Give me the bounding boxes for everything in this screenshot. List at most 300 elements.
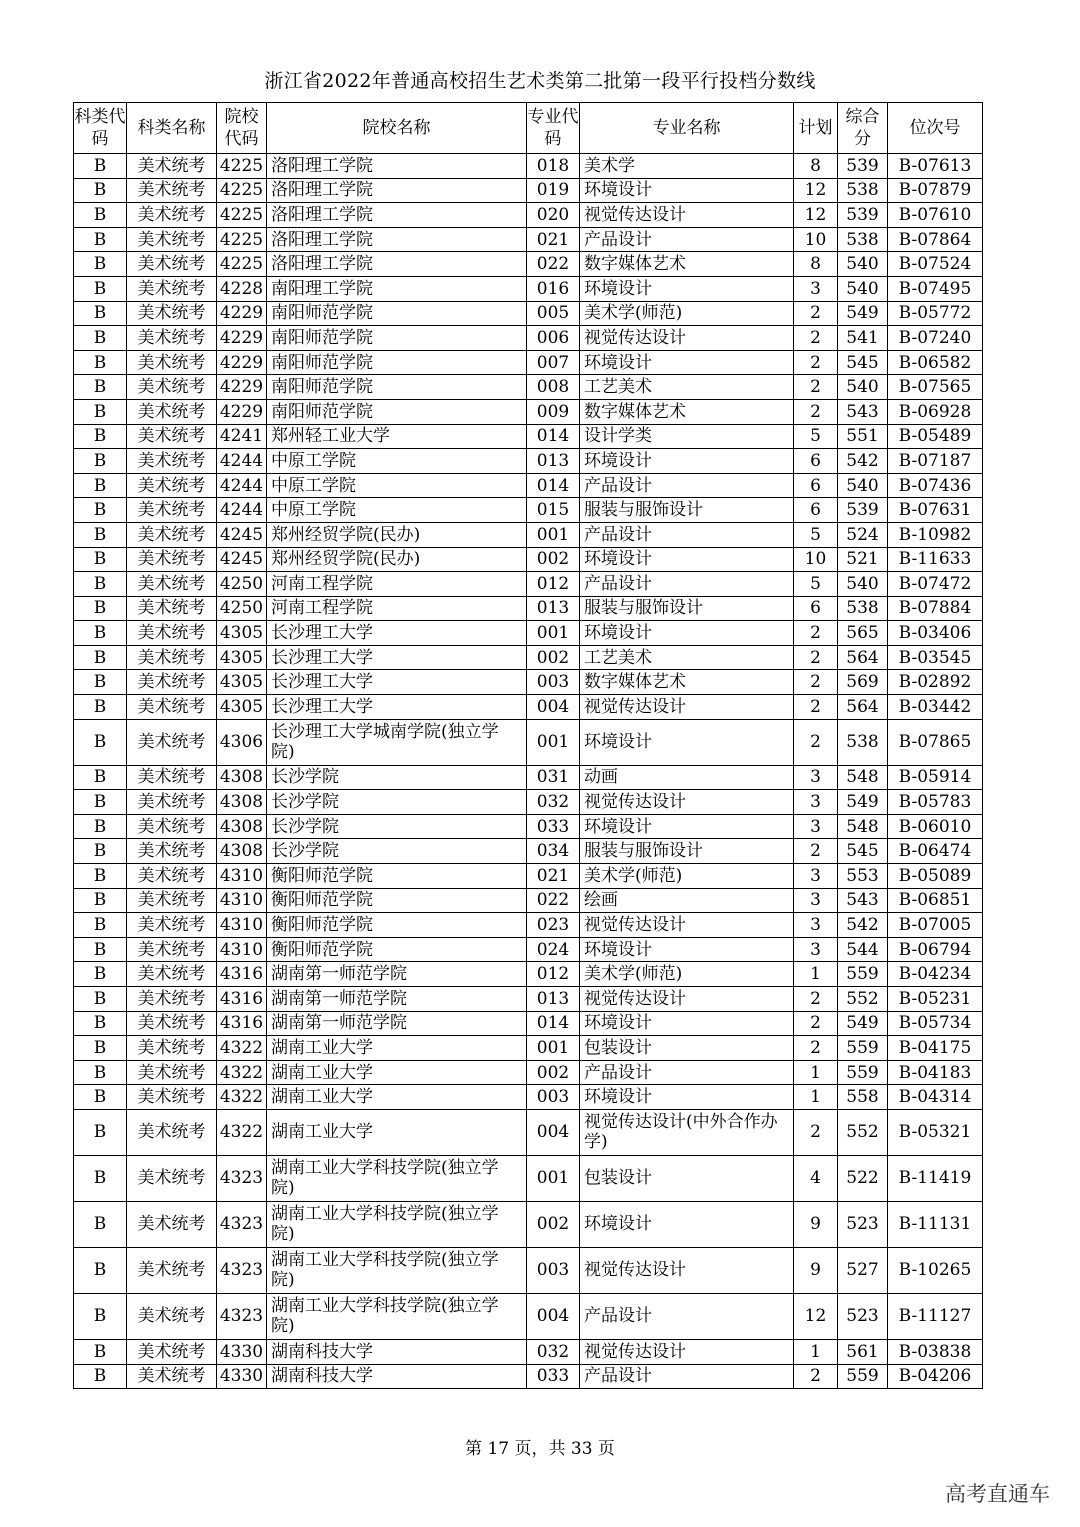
table-row	[74, 154, 983, 179]
cell-school-code: 4305	[217, 695, 267, 720]
cell-school-code: 4229	[217, 326, 267, 351]
cell-major-name: 视觉传达设计	[580, 987, 794, 1012]
cell-plan: 3	[794, 937, 838, 962]
cell-major-code: 032	[527, 1339, 580, 1364]
cell-score: 558	[838, 1085, 888, 1110]
cell-category-name: 美术统考	[127, 962, 217, 987]
cell-category-name: 美术统考	[127, 1109, 217, 1155]
cell-school-code: 4229	[217, 399, 267, 424]
cell-school-name: 衡阳师范学院	[267, 913, 527, 938]
cell-school-code: 4229	[217, 301, 267, 326]
cell-category-name: 美术统考	[127, 1339, 217, 1364]
cell-score: 548	[838, 765, 888, 790]
cell-major-code: 016	[527, 276, 580, 301]
cell-major-name: 视觉传达设计	[580, 326, 794, 351]
cell-plan: 2	[794, 621, 838, 646]
cell-score: 543	[838, 888, 888, 913]
cell-category-name: 美术统考	[127, 399, 217, 424]
cell-school-code: 4245	[217, 547, 267, 572]
cell-school-code: 4244	[217, 498, 267, 523]
cell-school-name: 湖南工业大学	[267, 1085, 527, 1110]
cell-school-code: 4241	[217, 424, 267, 449]
cell-category-code: B	[74, 547, 127, 572]
cell-rank: B-03838	[888, 1339, 983, 1364]
cell-plan: 1	[794, 1060, 838, 1085]
table-row	[74, 547, 983, 572]
cell-category-name: 美术统考	[127, 670, 217, 695]
cell-school-name: 河南工程学院	[267, 572, 527, 597]
cell-rank: B-07005	[888, 913, 983, 938]
cell-school-name: 洛阳理工学院	[267, 154, 527, 179]
cell-major-code: 009	[527, 399, 580, 424]
cell-school-name: 湖南科技大学	[267, 1364, 527, 1389]
cell-category-name: 美术统考	[127, 937, 217, 962]
cell-rank: B-05772	[888, 301, 983, 326]
cell-school-code: 4316	[217, 987, 267, 1012]
col-school-name: 院校名称	[267, 103, 527, 154]
cell-school-name: 洛阳理工学院	[267, 203, 527, 228]
cell-plan: 3	[794, 814, 838, 839]
cell-school-name: 洛阳理工学院	[267, 252, 527, 277]
cell-major-code: 014	[527, 1011, 580, 1036]
cell-major-name: 视觉传达设计	[580, 695, 794, 720]
cell-category-code: B	[74, 227, 127, 252]
table-row	[74, 522, 983, 547]
cell-category-name: 美术统考	[127, 913, 217, 938]
cell-score: 523	[838, 1201, 888, 1247]
cell-category-name: 美术统考	[127, 1247, 217, 1293]
cell-category-name: 美术统考	[127, 1155, 217, 1201]
cell-plan: 6	[794, 596, 838, 621]
table-row	[74, 765, 983, 790]
cell-major-name: 环境设计	[580, 547, 794, 572]
cell-category-name: 美术统考	[127, 645, 217, 670]
cell-rank: B-11419	[888, 1155, 983, 1201]
cell-score: 542	[838, 913, 888, 938]
cell-rank: B-04183	[888, 1060, 983, 1085]
table-row	[74, 987, 983, 1012]
cell-rank: B-07610	[888, 203, 983, 228]
cell-major-name: 环境设计	[580, 350, 794, 375]
cell-category-name: 美术统考	[127, 473, 217, 498]
cell-plan: 2	[794, 375, 838, 400]
cell-major-code: 012	[527, 572, 580, 597]
cell-rank: B-03406	[888, 621, 983, 646]
table-row	[74, 203, 983, 228]
cell-major-name: 环境设计	[580, 178, 794, 203]
cell-school-code: 4308	[217, 839, 267, 864]
table-row	[74, 1247, 983, 1293]
table-row	[74, 1339, 983, 1364]
cell-category-name: 美术统考	[127, 326, 217, 351]
table-row	[74, 1085, 983, 1110]
cell-category-code: B	[74, 913, 127, 938]
score-table	[73, 102, 983, 1389]
cell-school-name: 湖南工业大学科技学院(独立学院)	[267, 1201, 527, 1247]
cell-major-name: 产品设计	[580, 1364, 794, 1389]
cell-plan: 1	[794, 1085, 838, 1110]
cell-school-name: 湖南第一师范学院	[267, 962, 527, 987]
cell-category-code: B	[74, 449, 127, 474]
cell-major-name: 环境设计	[580, 719, 794, 765]
cell-plan: 8	[794, 252, 838, 277]
cell-category-code: B	[74, 154, 127, 179]
cell-rank: B-05089	[888, 864, 983, 889]
cell-major-code: 034	[527, 839, 580, 864]
cell-major-name: 视觉传达设计	[580, 913, 794, 938]
cell-school-name: 洛阳理工学院	[267, 227, 527, 252]
cell-major-code: 018	[527, 154, 580, 179]
cell-major-name: 产品设计	[580, 1293, 794, 1339]
cell-category-name: 美术统考	[127, 350, 217, 375]
cell-category-code: B	[74, 596, 127, 621]
cell-category-code: B	[74, 399, 127, 424]
cell-score: 545	[838, 839, 888, 864]
table-row	[74, 252, 983, 277]
cell-school-name: 长沙理工大学	[267, 645, 527, 670]
cell-major-code: 013	[527, 987, 580, 1012]
cell-major-name: 环境设计	[580, 1201, 794, 1247]
cell-category-name: 美术统考	[127, 178, 217, 203]
cell-score: 549	[838, 1011, 888, 1036]
cell-category-name: 美术统考	[127, 301, 217, 326]
cell-major-code: 015	[527, 498, 580, 523]
cell-rank: B-05231	[888, 987, 983, 1012]
col-category-name: 科类名称	[127, 103, 217, 154]
cell-score: 549	[838, 790, 888, 815]
cell-category-code: B	[74, 276, 127, 301]
cell-category-code: B	[74, 1036, 127, 1061]
cell-category-name: 美术统考	[127, 1085, 217, 1110]
cell-major-name: 产品设计	[580, 1060, 794, 1085]
cell-plan: 3	[794, 913, 838, 938]
cell-school-code: 4310	[217, 913, 267, 938]
cell-rank: B-07436	[888, 473, 983, 498]
table-row	[74, 424, 983, 449]
cell-major-name: 服装与服饰设计	[580, 596, 794, 621]
page-title: 浙江省2022年普通高校招生艺术类第二批第一段平行投档分数线	[264, 70, 816, 92]
cell-school-name: 郑州轻工业大学	[267, 424, 527, 449]
cell-school-name: 湖南工业大学	[267, 1060, 527, 1085]
cell-rank: B-04234	[888, 962, 983, 987]
cell-major-code: 014	[527, 473, 580, 498]
cell-school-name: 郑州经贸学院(民办)	[267, 547, 527, 572]
table-row	[74, 814, 983, 839]
cell-school-code: 4250	[217, 572, 267, 597]
cell-school-code: 4244	[217, 473, 267, 498]
cell-major-code: 004	[527, 1293, 580, 1339]
cell-rank: B-05489	[888, 424, 983, 449]
cell-category-code: B	[74, 178, 127, 203]
cell-rank: B-10982	[888, 522, 983, 547]
cell-category-code: B	[74, 1339, 127, 1364]
cell-major-name: 环境设计	[580, 449, 794, 474]
cell-plan: 2	[794, 399, 838, 424]
table-row	[74, 399, 983, 424]
cell-score: 565	[838, 621, 888, 646]
cell-category-name: 美术统考	[127, 1364, 217, 1389]
cell-major-code: 031	[527, 765, 580, 790]
cell-major-name: 环境设计	[580, 814, 794, 839]
cell-major-code: 001	[527, 1155, 580, 1201]
cell-category-name: 美术统考	[127, 276, 217, 301]
cell-rank: B-06851	[888, 888, 983, 913]
cell-major-code: 013	[527, 449, 580, 474]
cell-score: 552	[838, 1109, 888, 1155]
cell-plan: 1	[794, 962, 838, 987]
cell-rank: B-05734	[888, 1011, 983, 1036]
cell-score: 538	[838, 227, 888, 252]
cell-school-code: 4305	[217, 670, 267, 695]
cell-score: 559	[838, 1060, 888, 1085]
table-row	[74, 1293, 983, 1339]
cell-rank: B-04314	[888, 1085, 983, 1110]
cell-plan: 2	[794, 645, 838, 670]
cell-plan: 3	[794, 276, 838, 301]
cell-score: 549	[838, 301, 888, 326]
table-row	[74, 1201, 983, 1247]
table-row	[74, 695, 983, 720]
cell-score: 527	[838, 1247, 888, 1293]
cell-rank: B-07187	[888, 449, 983, 474]
cell-category-name: 美术统考	[127, 765, 217, 790]
cell-rank: B-11127	[888, 1293, 983, 1339]
cell-rank: B-07613	[888, 154, 983, 179]
table-row	[74, 621, 983, 646]
cell-category-code: B	[74, 375, 127, 400]
cell-school-code: 4322	[217, 1060, 267, 1085]
cell-school-name: 郑州经贸学院(民办)	[267, 522, 527, 547]
cell-school-name: 南阳师范学院	[267, 375, 527, 400]
cell-plan: 5	[794, 424, 838, 449]
cell-major-name: 动画	[580, 765, 794, 790]
cell-plan: 3	[794, 790, 838, 815]
cell-major-name: 视觉传达设计	[580, 790, 794, 815]
col-category-code: 科类代码	[74, 103, 127, 154]
cell-school-name: 长沙理工大学	[267, 621, 527, 646]
cell-school-code: 4250	[217, 596, 267, 621]
cell-category-code: B	[74, 670, 127, 695]
cell-category-code: B	[74, 695, 127, 720]
cell-plan: 12	[794, 1293, 838, 1339]
cell-rank: B-03442	[888, 695, 983, 720]
cell-rank: B-07495	[888, 276, 983, 301]
cell-category-code: B	[74, 1011, 127, 1036]
cell-major-name: 产品设计	[580, 473, 794, 498]
cell-school-name: 南阳理工学院	[267, 276, 527, 301]
cell-category-name: 美术统考	[127, 719, 217, 765]
cell-school-code: 4323	[217, 1155, 267, 1201]
table-row	[74, 937, 983, 962]
cell-major-name: 美术学(师范)	[580, 301, 794, 326]
cell-school-name: 长沙学院	[267, 839, 527, 864]
cell-school-code: 4228	[217, 276, 267, 301]
cell-category-code: B	[74, 1201, 127, 1247]
cell-score: 540	[838, 572, 888, 597]
cell-major-code: 032	[527, 790, 580, 815]
cell-rank: B-05914	[888, 765, 983, 790]
table-row	[74, 719, 983, 765]
cell-category-code: B	[74, 790, 127, 815]
cell-school-code: 4310	[217, 937, 267, 962]
cell-category-name: 美术统考	[127, 154, 217, 179]
cell-major-code: 022	[527, 252, 580, 277]
cell-score: 553	[838, 864, 888, 889]
cell-major-name: 环境设计	[580, 1011, 794, 1036]
cell-major-code: 003	[527, 670, 580, 695]
cell-plan: 3	[794, 864, 838, 889]
cell-school-code: 4225	[217, 178, 267, 203]
cell-score: 542	[838, 449, 888, 474]
cell-school-name: 中原工学院	[267, 449, 527, 474]
cell-rank: B-07865	[888, 719, 983, 765]
cell-category-code: B	[74, 1293, 127, 1339]
cell-plan: 2	[794, 987, 838, 1012]
cell-major-name: 包装设计	[580, 1155, 794, 1201]
cell-school-code: 4310	[217, 864, 267, 889]
cell-category-code: B	[74, 645, 127, 670]
cell-school-name: 湖南科技大学	[267, 1339, 527, 1364]
cell-rank: B-11633	[888, 547, 983, 572]
cell-rank: B-07631	[888, 498, 983, 523]
cell-rank: B-07565	[888, 375, 983, 400]
cell-plan: 2	[794, 839, 838, 864]
cell-category-name: 美术统考	[127, 252, 217, 277]
cell-school-name: 河南工程学院	[267, 596, 527, 621]
cell-category-code: B	[74, 1060, 127, 1085]
cell-school-name: 长沙理工大学	[267, 670, 527, 695]
cell-major-name: 环境设计	[580, 1085, 794, 1110]
cell-major-name: 环境设计	[580, 276, 794, 301]
cell-score: 539	[838, 498, 888, 523]
cell-category-code: B	[74, 937, 127, 962]
col-major-code: 专业代码	[527, 103, 580, 154]
cell-rank: B-07524	[888, 252, 983, 277]
cell-major-code: 012	[527, 962, 580, 987]
cell-rank: B-07864	[888, 227, 983, 252]
cell-school-name: 衡阳师范学院	[267, 937, 527, 962]
cell-major-code: 004	[527, 1109, 580, 1155]
cell-school-name: 中原工学院	[267, 473, 527, 498]
cell-school-code: 4323	[217, 1293, 267, 1339]
cell-school-name: 湖南工业大学科技学院(独立学院)	[267, 1155, 527, 1201]
cell-plan: 8	[794, 154, 838, 179]
cell-score: 538	[838, 596, 888, 621]
cell-school-code: 4225	[217, 203, 267, 228]
cell-school-code: 4322	[217, 1109, 267, 1155]
page-footer: 第 17 页，共 33 页	[465, 1439, 615, 1459]
cell-major-name: 数字媒体艺术	[580, 670, 794, 695]
cell-school-code: 4229	[217, 375, 267, 400]
cell-school-name: 湖南工业大学	[267, 1109, 527, 1155]
cell-category-code: B	[74, 473, 127, 498]
table-row	[74, 962, 983, 987]
cell-school-code: 4323	[217, 1201, 267, 1247]
cell-school-name: 湖南第一师范学院	[267, 1011, 527, 1036]
cell-category-name: 美术统考	[127, 790, 217, 815]
cell-plan: 5	[794, 572, 838, 597]
cell-plan: 2	[794, 350, 838, 375]
cell-score: 540	[838, 276, 888, 301]
cell-rank: B-05321	[888, 1109, 983, 1155]
cell-school-name: 长沙理工大学城南学院(独立学院)	[267, 719, 527, 765]
cell-plan: 5	[794, 522, 838, 547]
cell-score: 539	[838, 203, 888, 228]
cell-plan: 6	[794, 498, 838, 523]
cell-plan: 2	[794, 1364, 838, 1389]
cell-school-name: 中原工学院	[267, 498, 527, 523]
cell-major-name: 视觉传达设计	[580, 203, 794, 228]
cell-category-code: B	[74, 301, 127, 326]
cell-major-name: 包装设计	[580, 1036, 794, 1061]
cell-score: 538	[838, 719, 888, 765]
cell-category-name: 美术统考	[127, 375, 217, 400]
cell-school-code: 4305	[217, 645, 267, 670]
cell-rank: B-04175	[888, 1036, 983, 1061]
cell-category-name: 美术统考	[127, 449, 217, 474]
cell-category-code: B	[74, 1109, 127, 1155]
cell-school-code: 4322	[217, 1085, 267, 1110]
cell-school-code: 4323	[217, 1247, 267, 1293]
cell-category-code: B	[74, 203, 127, 228]
cell-school-code: 4245	[217, 522, 267, 547]
col-major-name: 专业名称	[580, 103, 794, 154]
cell-category-code: B	[74, 1085, 127, 1110]
cell-category-code: B	[74, 522, 127, 547]
cell-score: 544	[838, 937, 888, 962]
cell-major-code: 001	[527, 621, 580, 646]
cell-rank: B-03545	[888, 645, 983, 670]
cell-rank: B-07884	[888, 596, 983, 621]
cell-major-code: 033	[527, 814, 580, 839]
cell-school-code: 4316	[217, 1011, 267, 1036]
cell-school-name: 南阳师范学院	[267, 399, 527, 424]
table-row	[74, 227, 983, 252]
cell-category-name: 美术统考	[127, 888, 217, 913]
cell-major-code: 004	[527, 695, 580, 720]
cell-major-code: 002	[527, 645, 580, 670]
cell-category-name: 美术统考	[127, 1011, 217, 1036]
cell-school-code: 4308	[217, 765, 267, 790]
cell-school-name: 洛阳理工学院	[267, 178, 527, 203]
cell-score: 541	[838, 326, 888, 351]
cell-major-name: 美术学	[580, 154, 794, 179]
cell-plan: 10	[794, 547, 838, 572]
cell-major-code: 023	[527, 913, 580, 938]
cell-category-name: 美术统考	[127, 498, 217, 523]
cell-school-name: 衡阳师范学院	[267, 888, 527, 913]
cell-school-code: 4229	[217, 350, 267, 375]
cell-rank: B-07240	[888, 326, 983, 351]
table-row	[74, 1155, 983, 1201]
cell-plan: 2	[794, 1036, 838, 1061]
cell-score: 522	[838, 1155, 888, 1201]
cell-school-code: 4330	[217, 1339, 267, 1364]
cell-major-code: 001	[527, 1036, 580, 1061]
cell-rank: B-04206	[888, 1364, 983, 1389]
cell-category-name: 美术统考	[127, 227, 217, 252]
cell-score: 552	[838, 987, 888, 1012]
cell-school-code: 4225	[217, 227, 267, 252]
cell-major-name: 数字媒体艺术	[580, 399, 794, 424]
cell-category-code: B	[74, 252, 127, 277]
cell-major-code: 013	[527, 596, 580, 621]
cell-category-name: 美术统考	[127, 987, 217, 1012]
cell-major-code: 005	[527, 301, 580, 326]
table-row	[74, 913, 983, 938]
table-row	[74, 1036, 983, 1061]
cell-category-code: B	[74, 621, 127, 646]
